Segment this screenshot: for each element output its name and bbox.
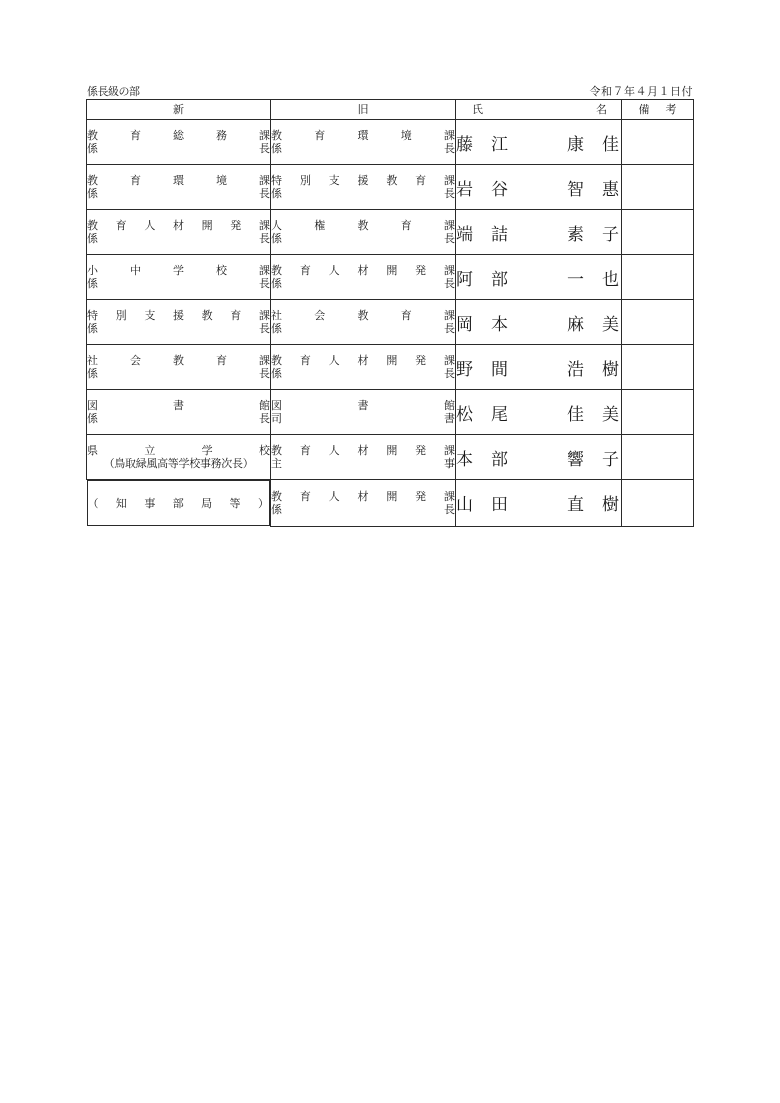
old-position-cell <box>271 255 456 300</box>
assignment-note: （鳥取緑風高等学校事務次長） <box>103 457 254 470</box>
surname: 本 部 <box>456 449 508 470</box>
department-text: 特 別 支 援 教 育 課 <box>271 174 455 187</box>
remarks-cell <box>622 390 694 435</box>
surname: 藤 江 <box>456 134 508 155</box>
department-text: 特 別 支 援 教 育 課 <box>87 309 270 322</box>
department-text: 教 育 人 材 開 発 課 <box>271 489 455 503</box>
given-name: 浩 樹 <box>567 359 619 380</box>
table-row <box>87 345 694 390</box>
department-text: 教 育 総 務 課 <box>87 129 270 142</box>
new-position-cell <box>87 210 271 255</box>
given-name: 響 子 <box>567 449 619 470</box>
new-position-cell <box>87 165 271 210</box>
remarks-cell <box>622 120 694 165</box>
column-header-name-right: 名 <box>596 103 607 116</box>
personnel-table <box>86 99 694 527</box>
column-header-old: 旧 <box>271 100 456 120</box>
table-row <box>87 480 694 527</box>
table-row <box>87 255 694 300</box>
column-header-remarks <box>622 100 694 120</box>
name-cell <box>456 345 622 390</box>
surname: 端 詰 <box>456 224 508 245</box>
title-text: 司 書 <box>271 412 455 425</box>
title-text: 係 長 <box>87 412 270 425</box>
department-text: 社 会 教 育 課 <box>271 309 455 322</box>
department-text: 教 育 環 境 課 <box>271 129 455 142</box>
surname: 松 尾 <box>456 404 508 425</box>
remarks-cell <box>622 435 694 480</box>
new-position-cell <box>87 120 271 165</box>
surname: 野 間 <box>456 359 508 380</box>
name-cell <box>456 255 622 300</box>
remarks-cell <box>622 345 694 390</box>
old-position-cell <box>271 120 456 165</box>
name-cell <box>456 390 622 435</box>
column-header-remarks-left: 備 <box>638 103 650 116</box>
title-text: 主 事 <box>271 457 455 470</box>
given-name: 智 惠 <box>567 179 619 200</box>
column-header-name-left: 氏 <box>472 103 483 116</box>
remarks-cell <box>622 480 694 527</box>
title-text: 係 長 <box>271 232 455 245</box>
remarks-cell <box>622 255 694 300</box>
old-position-cell <box>271 390 456 435</box>
remarks-cell <box>622 210 694 255</box>
column-header-new: 新 <box>87 100 271 120</box>
title-text: 係 長 <box>87 142 270 155</box>
remarks-cell <box>622 165 694 210</box>
table-body <box>87 120 694 527</box>
title-text: 係 長 <box>87 232 270 245</box>
table-row <box>87 300 694 345</box>
column-header-remarks-right: 考 <box>665 103 677 116</box>
new-position-cell <box>87 435 271 480</box>
department-text: 県 立 学 校 <box>87 444 270 457</box>
given-name: 康 佳 <box>567 134 619 155</box>
old-position-cell <box>271 165 456 210</box>
given-name: 素 子 <box>567 224 619 245</box>
table-row <box>87 435 694 480</box>
new-position-cell <box>87 300 271 345</box>
department-text: 教 育 人 材 開 発 課 <box>271 354 455 367</box>
given-name: 一 也 <box>567 269 619 290</box>
title-text: 係 長 <box>87 322 270 335</box>
page-header <box>86 85 693 99</box>
effective-date: 令和７年４月１日付 <box>589 85 693 98</box>
new-position-cell <box>87 480 271 526</box>
table-row <box>87 120 694 165</box>
name-cell <box>456 210 622 255</box>
old-position-cell <box>271 300 456 345</box>
surname: 岡 本 <box>456 314 508 335</box>
title-text: 係 長 <box>271 187 455 200</box>
given-name: 佳 美 <box>567 404 619 425</box>
table-row <box>87 390 694 435</box>
new-position-cell <box>87 390 271 435</box>
table-row <box>87 165 694 210</box>
title-text: 係 長 <box>271 322 455 335</box>
given-name: 麻 美 <box>567 314 619 335</box>
department-text: 社 会 教 育 課 <box>87 354 270 367</box>
title-text: 係 長 <box>87 367 270 380</box>
name-cell <box>456 120 622 165</box>
name-cell <box>456 480 622 527</box>
department-text: 図 書 館 <box>87 399 270 412</box>
old-position-cell <box>271 210 456 255</box>
title-text: 係 長 <box>271 277 455 290</box>
department-text: 教 育 人 材 開 発 課 <box>87 219 270 232</box>
title-text: 係 長 <box>271 367 455 380</box>
new-position-cell <box>87 345 271 390</box>
old-position-cell <box>271 480 456 527</box>
department-text: 教 育 人 材 開 発 課 <box>271 264 455 277</box>
surname: 阿 部 <box>456 269 508 290</box>
position-text: （ 知 事 部 局 等 ） <box>87 496 269 510</box>
surname: 山 田 <box>456 495 508 516</box>
old-position-cell <box>271 435 456 480</box>
title-text: 係 長 <box>271 502 455 516</box>
given-name: 直 樹 <box>567 495 619 516</box>
department-text: 教 育 環 境 課 <box>87 174 270 187</box>
name-cell <box>456 165 622 210</box>
old-position-cell <box>271 345 456 390</box>
table-header-row <box>87 100 694 120</box>
title-text: 係 長 <box>87 187 270 200</box>
surname: 岩 谷 <box>456 179 508 200</box>
name-cell <box>456 300 622 345</box>
title-text: 係 長 <box>271 142 455 155</box>
department-text: 小 中 学 校 課 <box>87 264 270 277</box>
table-row <box>87 210 694 255</box>
section-title: 係長級の部 <box>87 85 140 98</box>
name-cell <box>456 435 622 480</box>
title-text: 係 長 <box>87 277 270 290</box>
department-text: 人 権 教 育 課 <box>271 219 455 232</box>
column-header-name <box>456 100 622 120</box>
department-text: 図 書 館 <box>271 399 455 412</box>
department-text: 教 育 人 材 開 発 課 <box>271 444 455 457</box>
remarks-cell <box>622 300 694 345</box>
new-position-cell <box>87 255 271 300</box>
